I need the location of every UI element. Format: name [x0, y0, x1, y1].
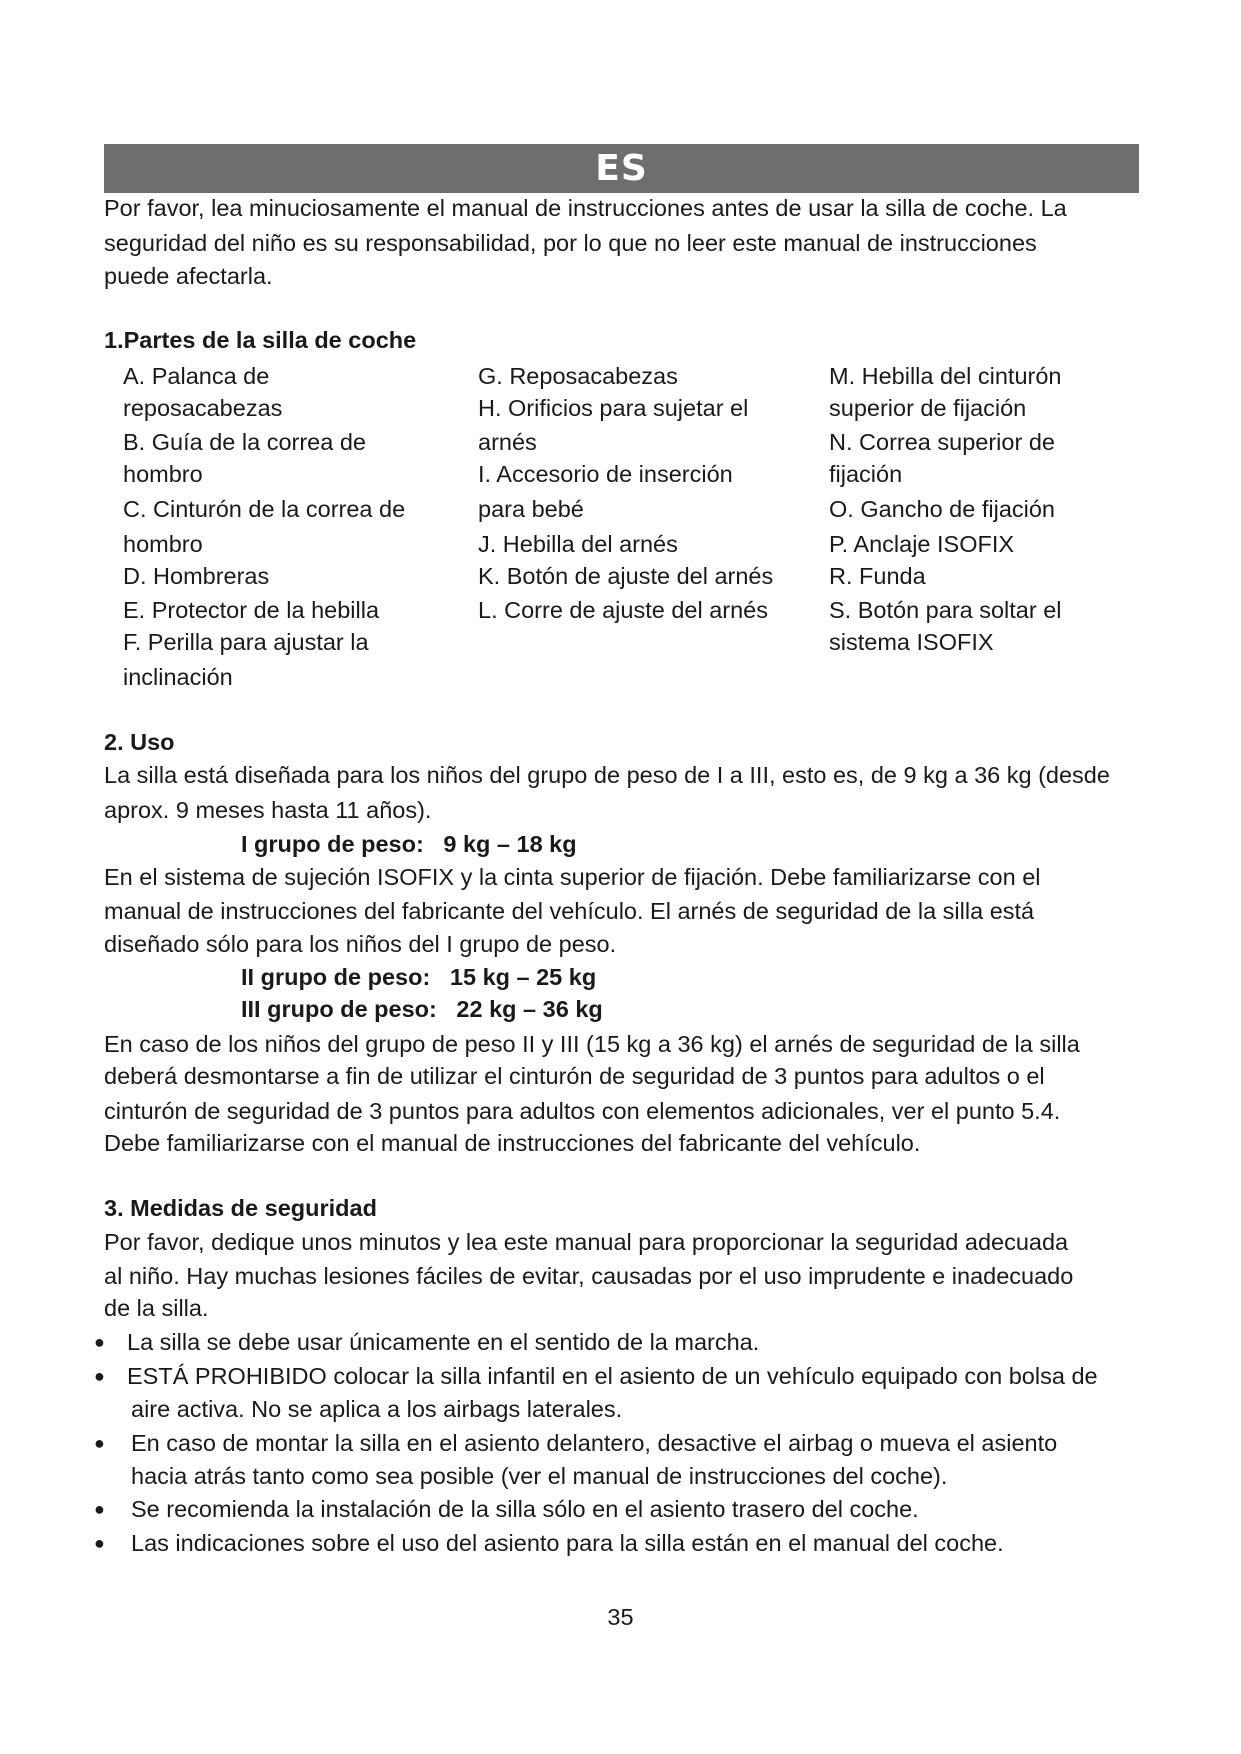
bullet-icon: ● [94, 1332, 105, 1352]
parts-col2-line: I. Accesorio de inserción [478, 461, 733, 487]
parts-col2-line: G. Reposacabezas [478, 363, 678, 389]
intro-line: puede afectarla. [104, 263, 273, 289]
language-code: ES [595, 148, 648, 189]
bullet-icon: ● [94, 1433, 105, 1453]
paragraph-line: Debe familiarizarse con el manual de instrucciones del fabricante del vehículo. [104, 1130, 921, 1156]
parts-col3-line: O. Gancho de fijación [829, 496, 1055, 522]
bullet-icon: ● [94, 1499, 105, 1519]
bullet-text: Las indicaciones sobre el uso del asiento para la silla están en el manual del coche. [131, 1530, 1004, 1556]
paragraph-line: diseñado sólo para los niños del I grupo de peso. [104, 931, 617, 957]
parts-col2-line: K. Botón de ajuste del arnés [478, 563, 774, 589]
parts-col2-line: para bebé [478, 496, 584, 522]
parts-col3-line: N. Correa superior de [829, 429, 1055, 455]
paragraph-line: En caso de los niños del grupo de peso II y III (15 kg a 36 kg) el arnés de seguridad de la silla [104, 1031, 1080, 1057]
parts-col3-line: fijación [829, 461, 903, 487]
parts-col1-line: F. Perilla para ajustar la [123, 629, 369, 655]
intro-line: Por favor, lea minuciosamente el manual de instrucciones antes de usar la silla de coche. La [104, 195, 1067, 221]
parts-col2-line: J. Hebilla del arnés [478, 531, 678, 557]
bullet-text: La silla se debe usar únicamente en el sentido de la marcha. [127, 1329, 760, 1355]
parts-col2-line: arnés [478, 429, 537, 455]
paragraph-line: En el sistema de sujeción ISOFIX y la cinta superior de fijación. Debe familiarizarse con el [104, 864, 1041, 890]
parts-col3-line: S. Botón para soltar el [829, 597, 1062, 623]
parts-col1-line: reposacabezas [123, 395, 283, 421]
page-number: 35 [607, 1604, 634, 1630]
parts-col3-line: R. Funda [829, 563, 926, 589]
parts-col1-line: B. Guía de la correa de [123, 429, 366, 455]
parts-col2-line: L. Corre de ajuste del arnés [478, 597, 768, 623]
parts-col3-line: superior de fijación [829, 395, 1027, 421]
bullet-icon: ● [94, 1533, 105, 1553]
paragraph-line: manual de instrucciones del fabricante del vehículo. El arnés de seguridad de la silla está [104, 898, 1035, 924]
bullet-text: ESTÁ PROHIBIDO colocar la silla infantil en el asiento de un vehículo equipado con bolsa de [127, 1363, 1098, 1389]
parts-col1-line: C. Cinturón de la correa de [123, 496, 406, 522]
parts-col1-line: A. Palanca de [123, 363, 270, 389]
weight-group-2: II grupo de peso: 15 kg – 25 kg [241, 964, 597, 990]
weight-group-3: III grupo de peso: 22 kg – 36 kg [241, 996, 603, 1022]
bullet-text: hacia atrás tanto como sea posible (ver el manual de instrucciones del coche). [131, 1463, 948, 1489]
language-header-bar [104, 144, 1139, 193]
parts-col3-line: P. Anclaje ISOFIX [829, 531, 1015, 557]
parts-col1-line: E. Protector de la hebilla [123, 597, 380, 623]
section2-heading: 2. Uso [104, 729, 175, 755]
parts-col1-line: inclinación [123, 664, 233, 690]
paragraph-line: de la silla. [104, 1295, 209, 1321]
bullet-icon: ● [94, 1366, 105, 1386]
parts-col1-line: D. Hombreras [123, 563, 270, 589]
weight-group-1: I grupo de peso: 9 kg – 18 kg [241, 831, 577, 857]
paragraph-line: Por favor, dedique unos minutos y lea este manual para proporcionar la seguridad adecuada [104, 1229, 1069, 1255]
paragraph-line: cinturón de seguridad de 3 puntos para adultos con elementos adicionales, ver el punto 5.4. [104, 1098, 1061, 1124]
parts-col1-line: hombro [123, 461, 203, 487]
parts-col1-line: hombro [123, 531, 203, 557]
parts-col3-line: M. Hebilla del cinturón [829, 363, 1062, 389]
section1-heading: 1.Partes de la silla de coche [104, 327, 417, 353]
paragraph-line: deberá desmontarse a fin de utilizar el cinturón de seguridad de 3 puntos para adultos o el [104, 1063, 1045, 1089]
paragraph-line: aprox. 9 meses hasta 11 años). [104, 797, 432, 823]
bullet-text: En caso de montar la silla en el asiento delantero, desactive el airbag o mueva el asiento [131, 1430, 1058, 1456]
parts-col2-line: H. Orificios para sujetar el [478, 395, 749, 421]
paragraph-line: La silla está diseñada para los niños del grupo de peso de I a III, esto es, de 9 kg a 36 kg (desde [104, 762, 1110, 788]
bullet-text: Se recomienda la instalación de la silla sólo en el asiento trasero del coche. [131, 1496, 919, 1522]
bullet-text: aire activa. No se aplica a los airbags laterales. [131, 1396, 623, 1422]
paragraph-line: al niño. Hay muchas lesiones fáciles de evitar, causadas por el uso imprudente e inadecuado [104, 1263, 1074, 1289]
intro-line: seguridad del niño es su responsabilidad, por lo que no leer este manual de instrucciones [104, 230, 1037, 256]
parts-col3-line: sistema ISOFIX [829, 629, 994, 655]
section3-heading: 3. Medidas de seguridad [104, 1195, 377, 1221]
